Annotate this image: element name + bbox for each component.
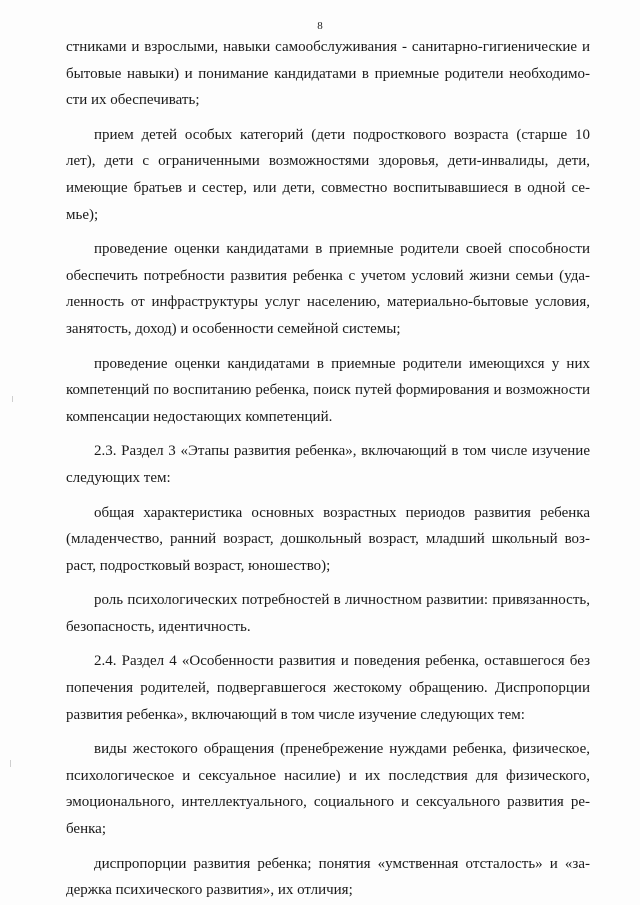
document-body bbox=[66, 34, 590, 912]
page-number: 8 bbox=[317, 20, 323, 32]
paragraph-competence-assessment: проведение оценки кандидатами в приемные родители имеющихся у них компетенций по воспитанию ребенка, поиск путей формирования и возможности компенсации недостающих компетенций. bbox=[66, 355, 590, 425]
paragraph-age-periods: общая характеристика основных возрастных периодов развития ребенка (младенчество, ранний возраст, дошкольный возраст, младший школьный возраст, подростковый возраст, юношество); bbox=[66, 504, 590, 574]
paragraph-psychological-needs: роль психологических потребностей в личностном развитии: привязанность, безопасность, идентичность. bbox=[66, 592, 590, 635]
paragraph-special-categories: прием детей особых категорий (дети подросткового возраста (старше 10 лет), дети с ограниченными возможностями здоровья, дети-инвалиды, дети, имеющие братьев и сестер, или дети, совместно воспитывавшиеся в одной семье); bbox=[66, 126, 590, 223]
scan-mark bbox=[10, 760, 11, 767]
paragraph-needs-assessment: проведение оценки кандидатами в приемные родители своей способности обеспечить потребности развития ребенка с учетом условий жизни семьи (удаленность от инфраструктуры услуг населению, материально-бытовые условия, занятость, доход) и особенности семейной системы; bbox=[66, 241, 590, 337]
paragraph-continuation: стниками и взрослыми, навыки самообслуживания - санитарно-гигиенические и бытовые навыки) и понимание кандидатами в приемные родители необходимости их обеспечивать; bbox=[66, 39, 590, 109]
paragraph-development-disproportions: диспропорции развития ребенка; понятия «умственная отсталость» и «задержка психического развития», их отличия; bbox=[66, 855, 590, 899]
paragraph-abuse-types: виды жестокого обращения (пренебрежение нуждами ребенка, физическое, психологическое и сексуальное насилие) и их последствия для физического, эмоционального, интеллектуального, социального и сексуального развития ребенка; bbox=[66, 741, 590, 838]
paragraph-section-2-4: 2.4. Раздел 4 «Особенности развития и поведения ребенка, оставшегося без попечения родителей, подвергавшегося жестокому обращению. Диспропорции развития ребенка», включающий в том числе изучение следующих тем: bbox=[66, 653, 590, 723]
paragraph-section-2-3: 2.3. Раздел 3 «Этапы развития ребенка», включающий в том числе изучение следующих тем: bbox=[66, 443, 590, 486]
scan-mark bbox=[12, 396, 13, 402]
